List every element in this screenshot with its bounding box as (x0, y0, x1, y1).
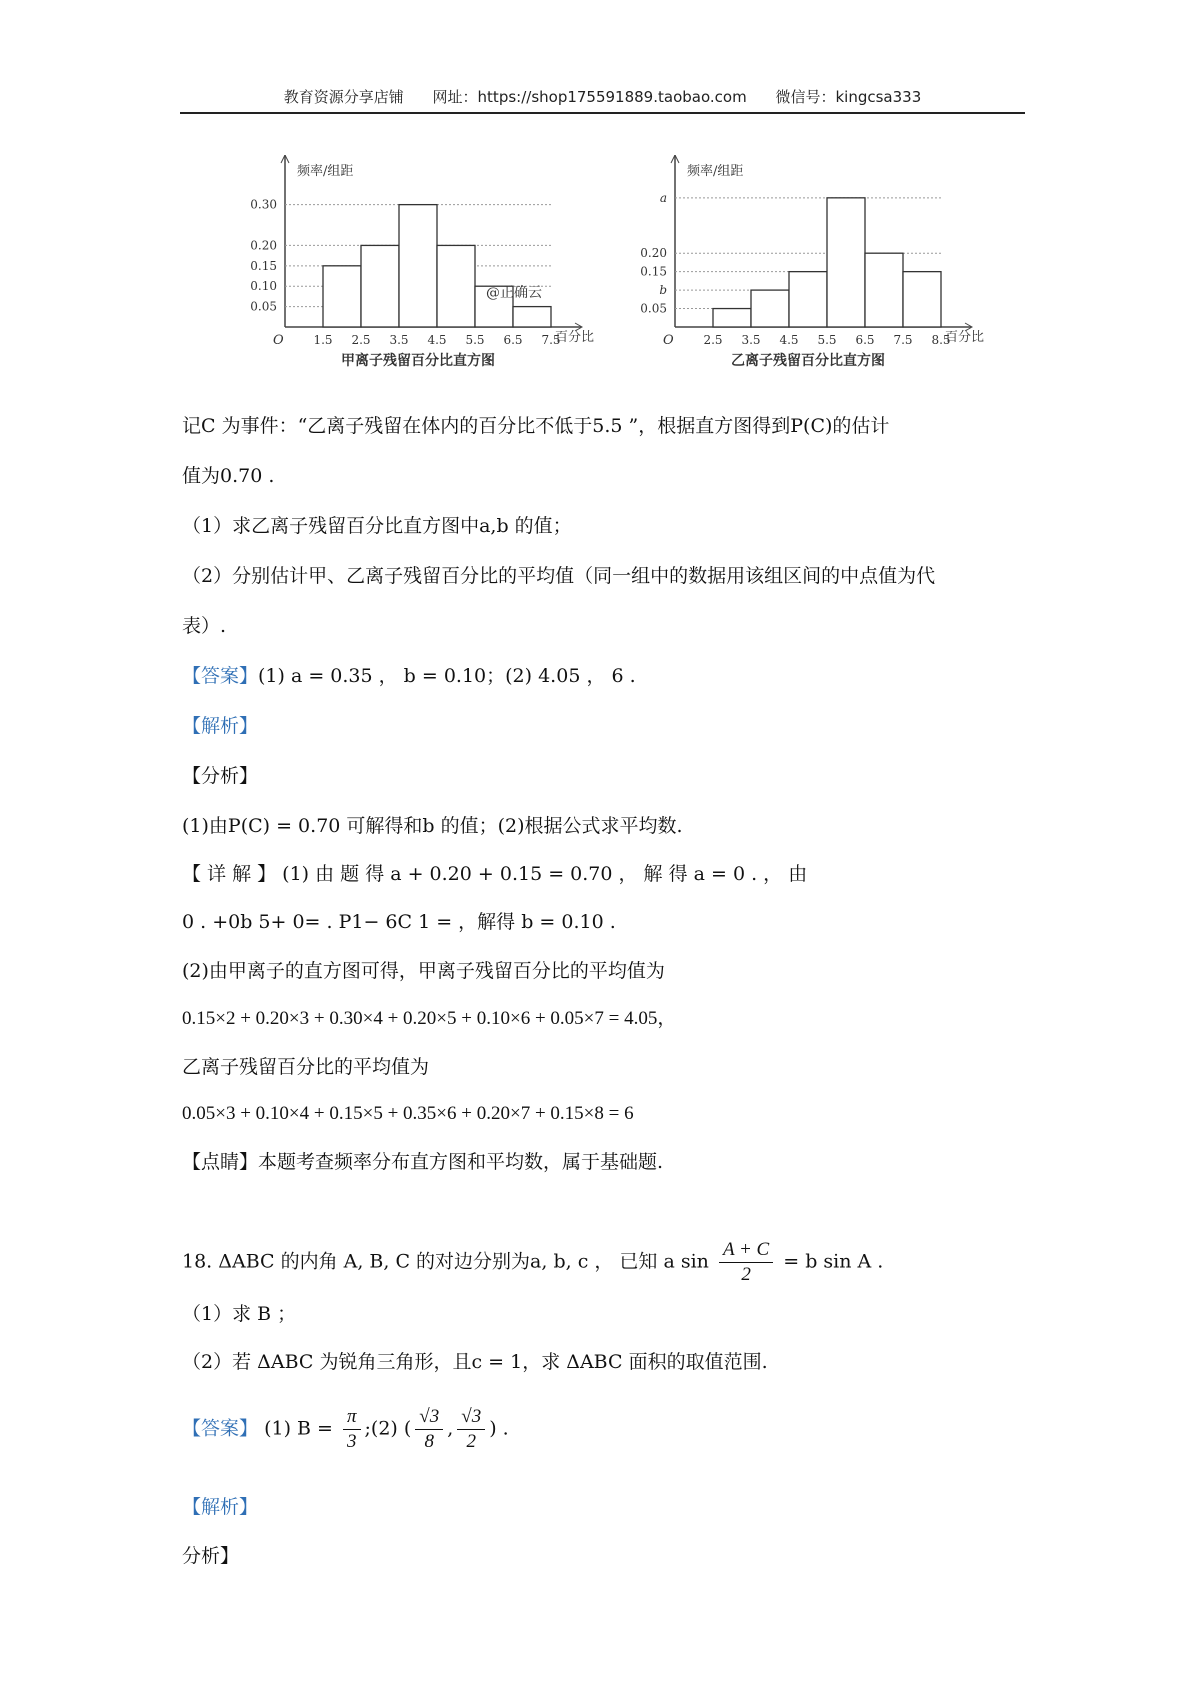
fraction-denominator: 2 (741, 1264, 751, 1285)
histogram-yi (630, 155, 1030, 395)
mean-b-expression: 0.05×3 + 0.10×4 + 0.15×5 + 0.35×6 + 0.20×7 + 0.15×8 = 6 (182, 1103, 634, 1124)
wechat-id: 微信号：kingcsa333 (775, 88, 922, 106)
shop-name: 教育资源分享店铺 (283, 88, 404, 106)
fraction-numerator: π (343, 1405, 361, 1430)
answer-18-end: ) . (489, 1417, 509, 1440)
problem-text-1: 记C 为事件：“乙离子残留在体内的百分比不低于5.5 ”，根据直方图得到P(C)的估计 (182, 415, 890, 437)
histogram-jia (240, 155, 620, 395)
histogram-bar (361, 245, 399, 327)
question-2a: （2）分别估计甲、乙离子残留百分比的平均值（同一组中的数据用该组区间的中点值为代 (182, 565, 936, 587)
x-tick-label: 4.5 (427, 333, 447, 347)
y-tick-label: a (659, 190, 667, 205)
y-tick-label: 0.15 (250, 258, 277, 273)
fenxi-text: (1)由P(C) = 0.70 可解得和b 的值；(2)根据公式求平均数. (182, 815, 683, 837)
answer-18-mid: ;(2) ( (364, 1417, 412, 1440)
fenxi-18: 分析】 (182, 1545, 240, 1567)
x-axis-label: 百分比 (555, 330, 595, 345)
analysis-tag: 【解析】 (182, 715, 259, 737)
answer-18: 【答案】 (1) B = $\frac{\pi}{3}$ ;(2) ( $\frac{√3}{8}$ , $\frac{√3}{2}$ ) . (182, 1406, 509, 1452)
histogram-bar (437, 245, 475, 327)
page-header (180, 84, 1025, 114)
histogram-bar (513, 307, 551, 327)
answer-line (182, 662, 636, 690)
x-tick-label: 2.5 (351, 333, 371, 347)
x-tick-label: 7.5 (541, 333, 561, 347)
fraction-sqrt3-over-2 (457, 1405, 485, 1454)
question-18-1: （1）求 B ； (182, 1303, 297, 1325)
y-axis-label: 频率/组距 (687, 164, 744, 179)
x-tick-label: 5.5 (817, 333, 837, 347)
histogram-bar (751, 290, 789, 327)
fraction-numerator: A + C (719, 1238, 773, 1263)
watermark: @正确云 (486, 285, 542, 301)
x-tick-label: 5.5 (465, 333, 485, 347)
answer-18-tag: 【答案】 (182, 1417, 259, 1440)
histogram-bar (865, 253, 903, 327)
histogram-bar (827, 198, 865, 327)
question-1: （1）求乙离子残留百分比直方图中a,b 的值； (182, 515, 572, 537)
histogram-bar (323, 266, 361, 327)
origin-label: O (663, 333, 674, 348)
y-tick-label: 0.20 (250, 238, 277, 253)
x-tick-label: 3.5 (741, 333, 761, 347)
fraction-denominator: 3 (347, 1431, 357, 1452)
histogram-bar (903, 272, 941, 327)
x-tick-label: 1.5 (313, 333, 333, 347)
detail-line-a: 【 详 解 】 (1) 由 题 得 a + 0.20 + 0.15 = 0.70 ， 解 得 a = 0 . ， 由 (182, 863, 808, 885)
problem-18 (182, 1238, 883, 1287)
y-axis-label: 频率/组距 (297, 164, 354, 179)
x-tick-label: 2.5 (703, 333, 723, 347)
origin-label: O (273, 333, 284, 348)
y-tick-label: 0.15 (640, 264, 667, 279)
x-tick-label: 6.5 (503, 333, 523, 347)
mean-a-expression: 0.15×2 + 0.20×3 + 0.30×4 + 0.20×5 + 0.10×6 + 0.05×7 = 4.05， (182, 1008, 677, 1029)
fraction-pi-over-3 (343, 1405, 361, 1454)
mean-b-intro: 乙离子残留百分比的平均值为 (182, 1056, 430, 1078)
question-18-2: （2）若 ΔABC 为锐角三角形，且c = 1，求 ΔABC 面积的取值范围. (182, 1351, 768, 1373)
x-tick-label: 7.5 (893, 333, 913, 347)
y-tick-label: 0.10 (250, 279, 277, 294)
fraction-numerator: √3 (457, 1405, 485, 1430)
mean-a-intro: (2)由甲离子的直方图可得，甲离子残留百分比的平均值为 (182, 960, 665, 982)
chart-title: 乙离子残留百分比直方图 (731, 353, 885, 369)
fraction-numerator: √3 (415, 1405, 443, 1430)
histogram-bar (713, 309, 751, 327)
x-axis-label: 百分比 (945, 330, 985, 345)
x-tick-label: 8.5 (931, 333, 951, 347)
histogram-bar (399, 205, 437, 327)
y-tick-label: 0.20 (640, 246, 667, 261)
histogram-figure (240, 155, 1020, 395)
x-tick-label: 3.5 (389, 333, 409, 347)
fenxi-tag: 【分析】 (182, 765, 259, 787)
detail-line-b: 0 . +0b 5+ 0= . P1− 6C 1 = ，解得 b = 0.10 . (182, 911, 616, 933)
problem-18-end: = b sin A . (783, 1250, 884, 1273)
problem-18-text: 18. ΔABC 的内角 A, B, C 的对边分别为a, b, c ， 已知 a sin (182, 1250, 709, 1273)
fraction-a-plus-c (719, 1238, 773, 1287)
x-tick-label: 6.5 (855, 333, 875, 347)
x-tick-label: 4.5 (779, 333, 799, 347)
y-tick-label: 0.30 (250, 197, 277, 212)
question-2b: 表）. (182, 615, 227, 637)
answer-text: (1) a = 0.35 ， b = 0.10；(2) 4.05 ， 6 . (258, 665, 636, 687)
y-tick-label: 0.05 (250, 299, 277, 314)
y-tick-label: b (659, 283, 667, 298)
dianjing-text: 【点睛】本题考查频率分布直方图和平均数，属于基础题. (182, 1151, 664, 1173)
y-tick-label: 0.05 (640, 301, 667, 316)
fraction-denominator: 2 (466, 1431, 476, 1452)
fraction-sqrt3-over-8 (415, 1405, 443, 1454)
histogram-bar (789, 272, 827, 327)
problem-text-2: 值为0.70 . (182, 465, 275, 487)
answer-tag: 【答案】 (182, 665, 259, 687)
analysis-18-tag: 【解析】 (182, 1496, 259, 1518)
answer-18-part1: (1) B = (264, 1417, 333, 1440)
shop-url: 网址：https://shop175591889.taobao.com (432, 88, 747, 106)
fraction-denominator: 8 (424, 1431, 435, 1452)
chart-title: 甲离子残留百分比直方图 (341, 353, 495, 369)
